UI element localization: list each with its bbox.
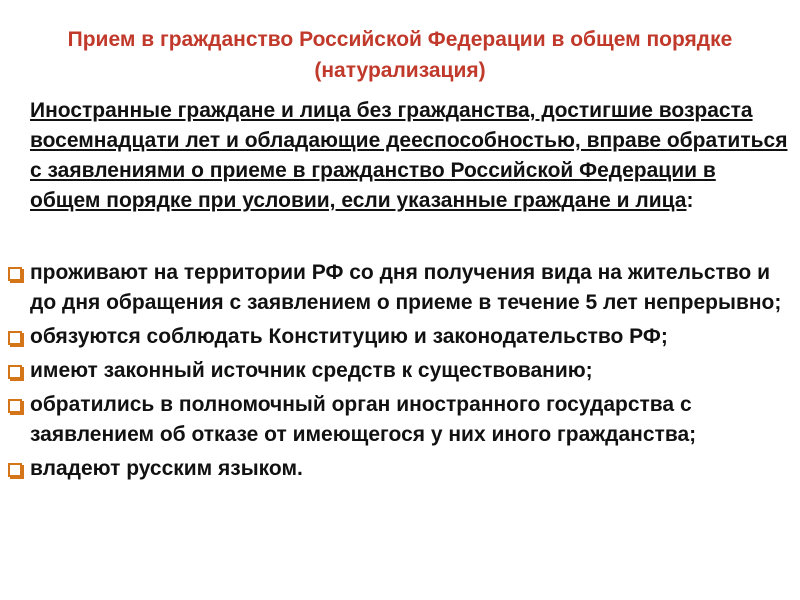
hollow-square-bullet-icon [8,463,22,477]
list-item [8,356,788,386]
intro-underlined-text: Иностранные граждане и лица без гражданства, достигшие возраста восемнадцати лет и обладающие дееспособностью, вправе обратиться с заявлениями о приеме в гражданство Российской Федерации в общем порядке при условии, если указанные граждане и лица [30,99,788,212]
slide-title: Прием в гражданство Российской Федерации в общем порядке (натурализация) [67,28,733,82]
list-item [8,390,788,450]
hollow-square-bullet-icon [8,399,22,413]
list-item [8,322,788,352]
list-item-text: обязуются соблюдать Конституцию и законодательство РФ; [30,325,668,348]
list-item [8,454,788,484]
list-item [8,258,788,318]
conditions-list [8,258,788,488]
list-item-text: проживают на территории РФ со дня получения вида на жительство и до дня обращения с заявлением о приеме в течение 5 лет непрерывно; [30,261,782,314]
list-item-text: имеют законный источник средств к существованию; [30,359,593,382]
list-item-text: владеют русским языком. [30,457,303,480]
intro-suffix: : [686,189,694,212]
intro-paragraph [30,96,790,216]
hollow-square-bullet-icon [8,365,22,379]
hollow-square-bullet-icon [8,331,22,345]
hollow-square-bullet-icon [8,267,22,281]
list-item-text: обратились в полномочный орган иностранного государства с заявлением об отказе от имеющегося у них иного гражданства; [30,393,697,446]
